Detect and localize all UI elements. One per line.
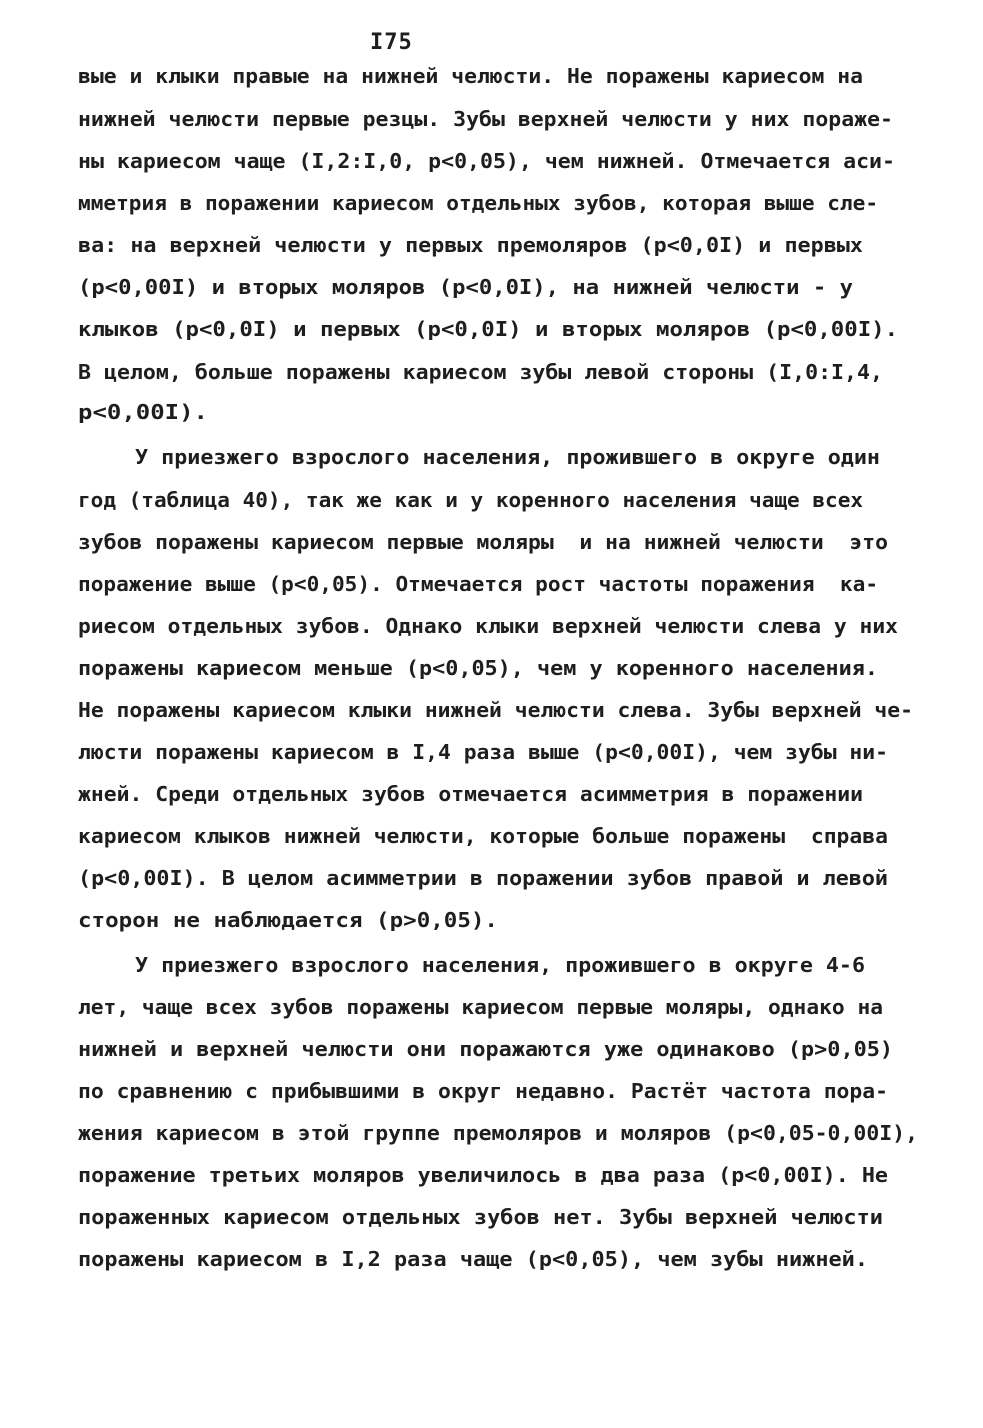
text-line: жней. Среди отдельных зубов отмечается асимметрия в поражении: [78, 782, 864, 806]
text-line: У приезжего взрослого населения, прожившего в округе 4-6: [135, 953, 865, 977]
text-line: поражены кариесом в I,2 раза чаще (p<0,05), чем зубы нижней.: [78, 1247, 868, 1271]
text-line: поражение третьих моляров увеличилось в два раза (p<0,00I). Не: [78, 1163, 888, 1187]
text-line: поражены кариесом меньше (p<0,05), чем у коренного населения.: [78, 656, 879, 680]
text-line: нижней и верхней челюсти они поражаются уже одинаково (p>0,05): [78, 1037, 894, 1061]
text-line: поражение выше (p<0,05). Отмечается рост частоты поражения ка-: [78, 572, 879, 596]
text-line: Не поражены кариесом клыки нижней челюсти слева. Зубы верхней че-: [78, 698, 913, 722]
text-line: клыков (p<0,0I) и первых (p<0,0I) и вторых моляров (p<0,00I).: [78, 317, 899, 341]
text-line: ны кариесом чаще (I,2:I,0, p<0,05), чем нижней. Отмечается аси-: [78, 149, 895, 173]
text-line: В целом, больше поражены кариесом зубы левой стороны (I,0:I,4,: [78, 360, 884, 384]
text-line: лет, чаще всех зубов поражены кариесом первые моляры, однако на: [78, 995, 884, 1019]
text-line: кариесом клыков нижней челюсти, которые больше поражены справа: [78, 824, 888, 848]
text-line: p<0,00I).: [78, 400, 209, 424]
text-line: (p<0,00I). В целом асимметрии в поражении зубов правой и левой: [78, 866, 888, 890]
text-line: по сравнению с прибывшими в округ недавно. Растёт частота пора-: [78, 1079, 888, 1103]
text-line: нижней челюсти первые резцы. Зубы верхней челюсти у них пораже-: [78, 107, 893, 131]
text-line: пораженных кариесом отдельных зубов нет. Зубы верхней челюсти: [78, 1205, 883, 1229]
text-line: ва: на верхней челюсти у первых премоляров (p<0,0I) и первых: [78, 233, 863, 257]
page-number: I75: [370, 30, 413, 55]
text-line: жения кариесом в этой группе премоляров и моляров (p<0,05-0,00I),: [78, 1121, 919, 1145]
text-line: год (таблица 40), так же как и у коренного населения чаще всех: [78, 488, 864, 512]
text-line: люсти поражены кариесом в I,4 раза выше (p<0,00I), чем зубы ни-: [78, 740, 888, 764]
text-line: сторон не наблюдается (p>0,05).: [78, 908, 498, 932]
text-line: (p<0,00I) и вторых моляров (p<0,0I), на нижней челюсти - у: [78, 275, 853, 299]
text-line: риесом отдельных зубов. Однако клыки верхней челюсти слева у них: [78, 614, 898, 638]
text-line: У приезжего взрослого населения, прожившего в округе один: [135, 445, 881, 469]
text-line: вые и клыки правые на нижней челюсти. Не поражены кариесом на: [78, 64, 864, 88]
text-line: мметрия в поражении кариесом отдельных зубов, которая выше сле-: [78, 191, 879, 215]
text-line: зубов поражены кариесом первые моляры и на нижней челюсти это: [78, 530, 888, 554]
